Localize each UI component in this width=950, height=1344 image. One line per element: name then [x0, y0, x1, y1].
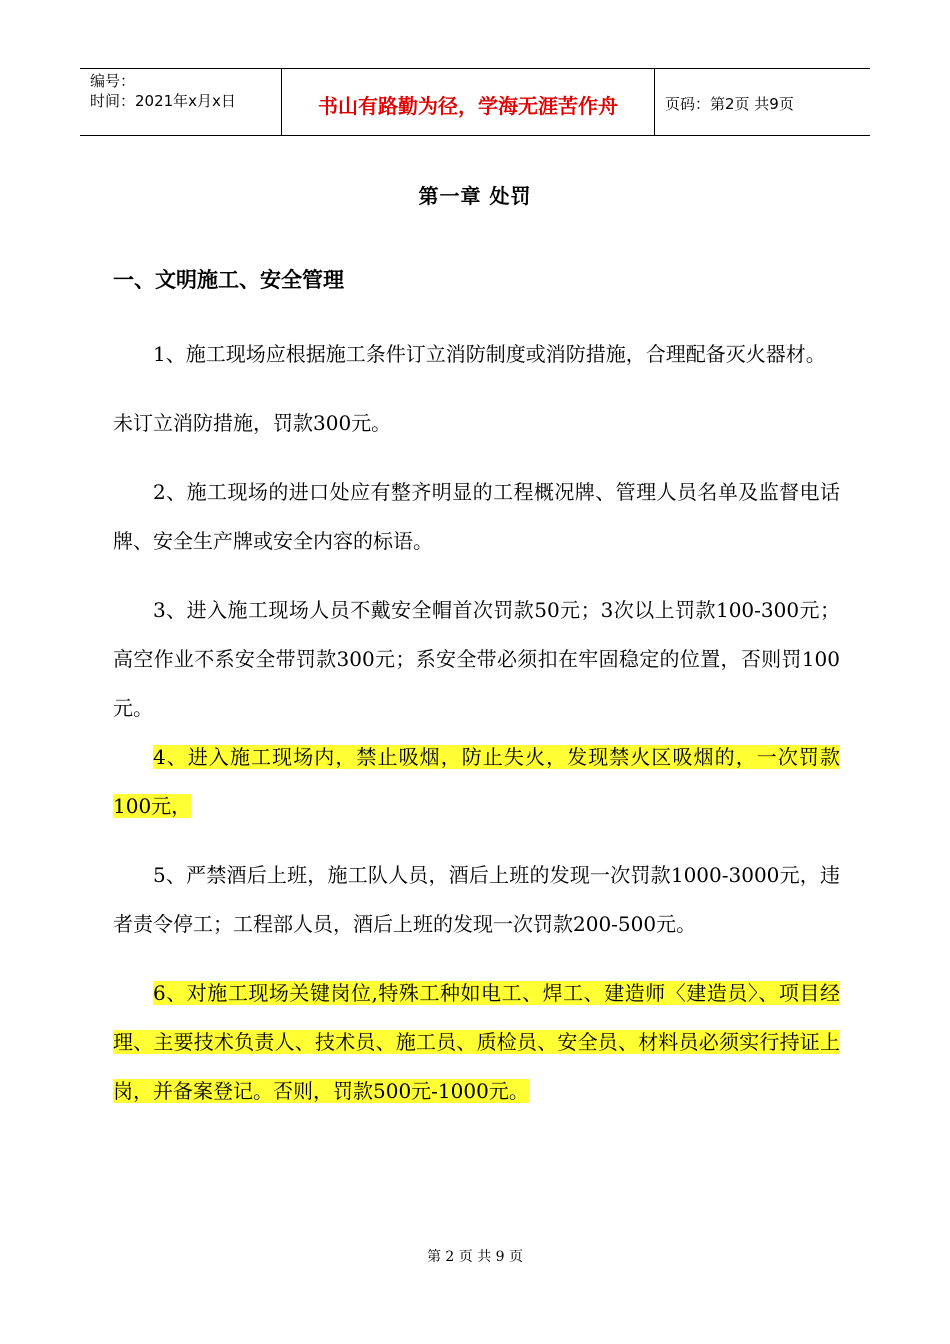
header-page-info: 页码：第2页 共9页 — [665, 94, 794, 113]
highlight-item-6: 6、对施工现场关键岗位,特殊工种如电工、焊工、建造师〈建造员〉、项目经理、主要技术负责人、技术员、施工员、质检员、安全员、材料员必须实行持证上岗，并备案登记。否则，罚款500元-1000元。 — [113, 981, 840, 1103]
rule-item-6 — [113, 969, 840, 1116]
page-footer: 第 2 页 共 9 页 — [426, 1249, 524, 1265]
section-title: 一、文明施工、安全管理 — [113, 267, 344, 292]
highlight-item-4: 4、进入施工现场内，禁止吸烟，防止失火，发现禁火区吸烟的，一次罚款100元， — [113, 745, 840, 818]
rule-item-5: 5、严禁酒后上班，施工队人员，酒后上班的发现一次罚款1000-3000元，违者责令停工；工程部人员，酒后上班的发现一次罚款200-500元。 — [113, 863, 840, 936]
rule-item-1-penalty: 未订立消防措施，罚款300元。 — [113, 411, 392, 435]
page-header — [80, 68, 870, 136]
rule-item-4 — [113, 733, 840, 831]
chapter-title: 第一章 处罚 — [418, 184, 532, 208]
document-time-label: 时间：2021年x月x日 — [90, 92, 236, 110]
rule-item-2: 2、施工现场的进口处应有整齐明显的工程概况牌、管理人员名单及监督电话牌、安全生产牌或安全内容的标语。 — [113, 480, 840, 553]
rule-item-1: 1、施工现场应根据施工条件订立消防制度或消防措施，合理配备灭火器材。 — [153, 342, 826, 366]
rule-item-3: 3、进入施工现场人员不戴安全帽首次罚款50元；3次以上罚款100-300元；高空作业不系安全带罚款300元；系安全带必须扣在牢固稳定的位置，否则罚100元。 — [113, 598, 840, 720]
document-body — [113, 330, 840, 1116]
header-motto: 书山有路勤为径，学海无涯苦作舟 — [282, 69, 655, 135]
header-meta — [80, 69, 282, 135]
document-number-label: 编号： — [90, 72, 136, 90]
